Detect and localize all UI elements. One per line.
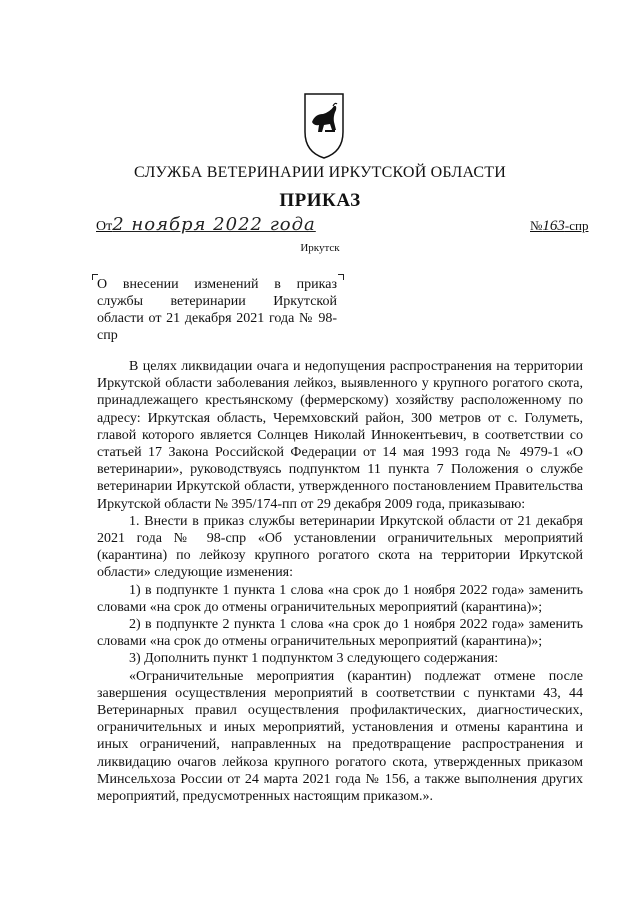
date-prefix: От bbox=[96, 219, 113, 234]
bracket-right bbox=[338, 274, 344, 280]
date-line bbox=[96, 214, 316, 235]
subject-text: О внесении изменений в приказ службы ветеринарии Иркутской области от 21 декабря 2021 года № 98-спр bbox=[97, 277, 337, 343]
body-paragraph: 2) в подпункте 2 пункта 1 слова «на срок до 1 ноября 2022 года» заменить словами «на срок до отмены ограничительных мероприятий (карантина)»; bbox=[97, 617, 583, 650]
coat-of-arms-icon bbox=[303, 92, 345, 160]
organization-name: СЛУЖБА ВЕТЕРИНАРИИ ИРКУТСКОЙ ОБЛАСТИ bbox=[134, 164, 506, 181]
body-paragraph: 3) Дополнить пункт 1 подпунктом 3 следующего содержания: bbox=[129, 651, 499, 667]
document-body bbox=[97, 358, 583, 805]
handwritten-number: 163 bbox=[542, 218, 565, 234]
number-suffix: -спр bbox=[564, 218, 589, 233]
handwritten-date: 2 ноября 2022 года bbox=[112, 214, 316, 235]
document-title: ПРИКАЗ bbox=[279, 190, 361, 211]
city: Иркутск bbox=[300, 242, 340, 254]
order-number bbox=[530, 218, 588, 235]
body-paragraph: В целях ликвидации очага и недопущения распространения на территории Иркутской области заболевания лейкоз, выявленного у крупного рогатого скота, принадлежащего крестьянскому (фермерскому) хозяйству расположенному по адресу: Иркутская область, Черемховский район, 300 метров от с. Голуметь, главой которого является Солнцев Николай Иннокентьевич, в соответствии со статьей 17 Закона Российской Федерации от 14 мая 1993 года № 4979-1 «О ветеринарии», руководствуясь подпунктом 11 пункта 7 Положения о службе ветеринарии Иркутской области, утвержденного постановлением Правительства Иркутской области № 395/174-пп от 29 декабря 2009 года, приказываю: bbox=[97, 359, 583, 512]
number-prefix: № bbox=[530, 218, 543, 233]
body-paragraph: «Ограничительные мероприятия (карантин) подлежат отмене после завершения осуществления мероприятий в соответствии с пунктами 43, 44 Ветеринарных правил осуществления профилактических, диагностических, ограничительных и иных мероприятий, установления и отмены карантина и иных ограничений, направленных на предотвращение распространения и ликвидацию очагов лейкоза крупного рогатого скота, утвержденных приказом Минсельхоза России от 24 марта 2021 года № 156, а также выполнения других мероприятий, предусмотренных настоящим приказом.». bbox=[97, 668, 583, 805]
body-paragraph: 1. Внести в приказ службы ветеринарии Иркутской области от 21 декабря 2021 года № 98-спр «Об установлении ограничительных мероприятий (карантина) по лейкозу крупного рогатого скота на территории Иркутской области» следующие изменения: bbox=[97, 513, 583, 581]
body-paragraph: 1) в подпункте 1 пункта 1 слова «на срок до 1 ноября 2022 года» заменить словами «на срок до отмены ограничительных мероприятий (карантина)»; bbox=[97, 582, 583, 615]
